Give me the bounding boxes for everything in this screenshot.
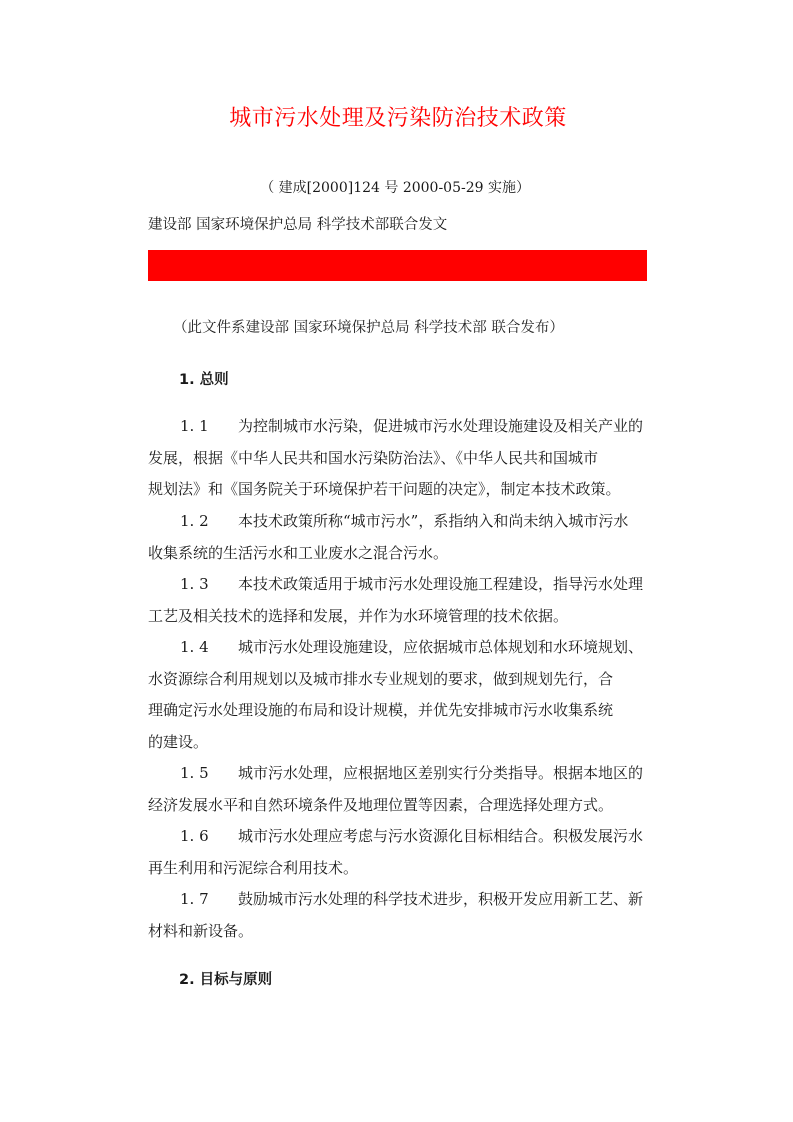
- paragraph-1-7: [148, 884, 648, 947]
- paragraph-text: 城市污水处理设施建设，应依据城市总体规划和水环境规划、: [238, 638, 644, 656]
- clause-number: 1. 2: [180, 512, 209, 530]
- paragraph-line: 发展，根据《中华人民共和国水污染防治法》、《中华人民共和国城市: [148, 448, 599, 467]
- publish-note: （此文件系建设部 国家环境保护总局 科学技术部 联合发布）: [173, 320, 564, 336]
- paragraph-line: 规划法》和《国务院关于环境保护若干问题的决定》，制定本技术政策。: [148, 480, 621, 498]
- paragraph-line: [148, 411, 648, 443]
- paragraph-line: 收集系统的生活污水和工业废水之混合污水。: [148, 543, 449, 562]
- issuing-departments: 建设部 国家环境保护总局 科学技术部联合发文: [148, 217, 448, 233]
- clause-number: 1. 7: [180, 890, 209, 908]
- paragraph-line: [148, 506, 648, 538]
- clause-number: 1. 4: [180, 638, 209, 656]
- paragraph-text: 本技术政策适用于城市污水处理设施工程建设，指导污水处理: [238, 575, 644, 593]
- paragraph-line: [148, 821, 648, 853]
- paragraph-1-3: [148, 569, 648, 632]
- paragraph-text: 城市污水处理，应根据地区差别实行分类指导。根据本地区的: [238, 764, 644, 782]
- paragraph-line: 材料和新设备。: [148, 921, 254, 940]
- section-heading-2: 2. 目标与原则: [179, 972, 273, 988]
- clause-number: 1. 5: [180, 764, 209, 782]
- paragraph-line: 再生利用和污泥综合利用技术。: [148, 858, 359, 877]
- paragraph-line: 工艺及相关技术的选择和发展，并作为水环境管理的技术依据。: [148, 606, 569, 625]
- document-number: （ 建成[2000]124 号 2000-05-29 实施）: [260, 180, 530, 196]
- paragraph-line: 经济发展水平和自然环境条件及地理位置等因素，合理选择处理方式。: [148, 795, 614, 814]
- paragraph-text: 本技术政策所称“城市污水”，系指纳入和尚未纳入城市污水: [238, 512, 629, 530]
- paragraph-1-6: [148, 821, 648, 884]
- paragraph-line: 理确定污水处理设施的布局和设计规模，并优先安排城市污水收集系统: [148, 701, 614, 719]
- paragraph-1-4: [148, 632, 648, 758]
- paragraph-1-2: [148, 506, 648, 569]
- paragraph-text: 为控制城市水污染，促进城市污水处理设施建设及相关产业的: [238, 417, 644, 435]
- clause-number: 1. 6: [180, 827, 209, 845]
- document-title: 城市污水处理及污染防治技术政策: [229, 106, 567, 131]
- paragraph-1-5: [148, 758, 648, 821]
- clause-number: 1. 3: [180, 575, 209, 593]
- paragraph-line: [148, 758, 648, 790]
- paragraph-line: 水资源综合利用规划以及城市排水专业规划的要求，做到规划先行，合: [148, 669, 614, 688]
- red-header-bar: [148, 250, 647, 281]
- paragraph-text: 鼓励城市污水处理的科学技术进步，积极开发应用新工艺、新: [238, 890, 644, 908]
- section-heading-1: 1. 总则: [179, 372, 229, 388]
- paragraph-line: [148, 884, 648, 916]
- paragraph-line: 的建设。: [148, 732, 209, 751]
- paragraph-line: [148, 632, 648, 664]
- paragraph-text: 城市污水处理应考虑与污水资源化目标相结合。积极发展污水: [238, 827, 644, 845]
- paragraph-line: [148, 569, 648, 601]
- paragraph-1-1: [148, 411, 648, 506]
- clause-number: 1. 1: [180, 417, 209, 435]
